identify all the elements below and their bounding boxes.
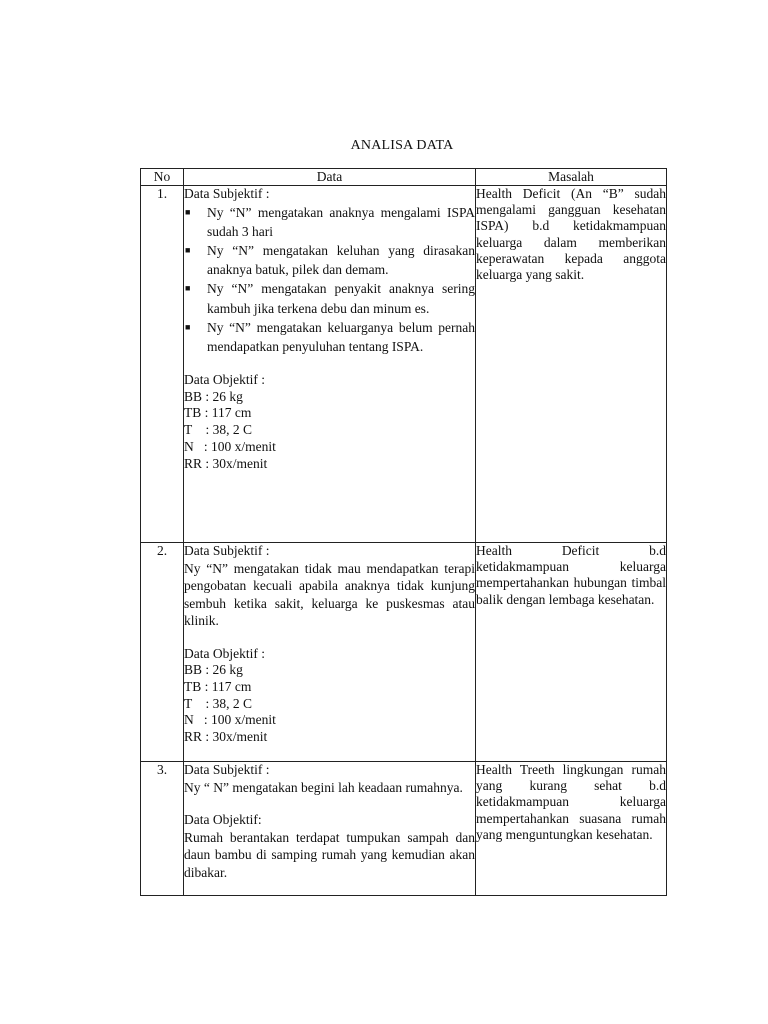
data-cell [184, 543, 476, 762]
bullet-icon: ■ [185, 206, 191, 217]
vital-n: N : 100 x/menit [184, 439, 276, 455]
row-number: 2. [141, 543, 184, 762]
header-masalah: Masalah [476, 169, 667, 186]
header-no: No [141, 169, 184, 186]
vital-rr: RR : 30x/menit [184, 729, 268, 745]
document-title: ANALISA DATA [350, 138, 454, 153]
row-number: 3. [141, 762, 184, 896]
list-item: ■ Ny “N” mengatakan keluarganya belum pernah mendapatkan penyuluhan tentang ISPA. [185, 319, 475, 354]
bullet-icon: ■ [185, 283, 191, 294]
bullet-icon: ■ [185, 321, 191, 332]
table-row [141, 186, 667, 543]
objektif-text: Rumah berantakan terdapat tumpukan sampah dan daun bambu di samping rumah yang kemudian akan dibakar. [184, 829, 475, 880]
list-item: ■ Ny “N” mengatakan anaknya mengalami ISPA sudah 3 hari [185, 204, 475, 239]
list-item: ■ Ny “N” mengatakan keluhan yang dirasakan anaknya batuk, pilek dan demam. [185, 242, 475, 278]
vital-t: T : 38, 2 C [184, 695, 253, 711]
data-cell [184, 186, 476, 543]
table-header-row [141, 169, 667, 186]
vital-rr: RR : 30x/menit [184, 455, 268, 471]
vital-tb: TB : 117 cm [184, 678, 252, 694]
vital-n: N : 100 x/menit [184, 712, 276, 728]
vital-tb: TB : 117 cm [184, 405, 252, 421]
subjektif-label: Data Subjektif : [184, 762, 270, 777]
vital-bb: BB : 26 kg [184, 388, 243, 404]
subjektif-text: Ny “N” mengatakan tidak mau mendapatkan terapi pengobatan kecuali apabila anaknya tidak kunjung sembuh ketika sakit, keluarga ke puskesmas atau klinik. [184, 560, 475, 628]
vitals-list [184, 389, 475, 473]
masalah-cell: Health Deficit b.d ketidakmampuan keluarga mempertahankan hubungan timbal balik dengan lembaga kesehatan. [476, 543, 667, 762]
masalah-cell: Health Treeth lingkungan rumah yang kurang sehat b.d ketidakmampuan keluarga mempertahankan suasana rumah yang menguntungkan kesehatan. [476, 762, 667, 896]
header-data: Data [184, 169, 476, 186]
subjektif-label: Data Subjektif : [184, 543, 270, 558]
objektif-label: Data Objektif : [184, 372, 265, 388]
vital-t: T : 38, 2 C [184, 422, 253, 438]
table-row [141, 543, 667, 762]
bullet-icon: ■ [185, 244, 191, 255]
subjektif-list [184, 203, 475, 357]
data-cell [184, 762, 476, 896]
list-item: ■ Ny “N” mengatakan penyakit anaknya sering kambuh jika terkena debu dan minum es. [185, 281, 475, 316]
vital-bb: BB : 26 kg [184, 662, 243, 677]
subjektif-label: Data Subjektif : [184, 186, 270, 201]
vitals-list [184, 662, 475, 746]
analisa-data-table [140, 168, 667, 896]
subjektif-text: Ny “ N” mengatakan begini lah keadaan rumahnya. [184, 779, 463, 795]
masalah-cell: Health Deficit (An “B” sudah mengalami gangguan kesehatan ISPA) b.d ketidakmampuan keluarga dalam memberikan keperawatan kepada anggota keluarga yang sakit. [476, 186, 667, 543]
objektif-label: Data Objektif : [184, 645, 265, 661]
row-number: 1. [141, 186, 184, 543]
objektif-label: Data Objektif: [184, 812, 262, 827]
table-row [141, 762, 667, 896]
